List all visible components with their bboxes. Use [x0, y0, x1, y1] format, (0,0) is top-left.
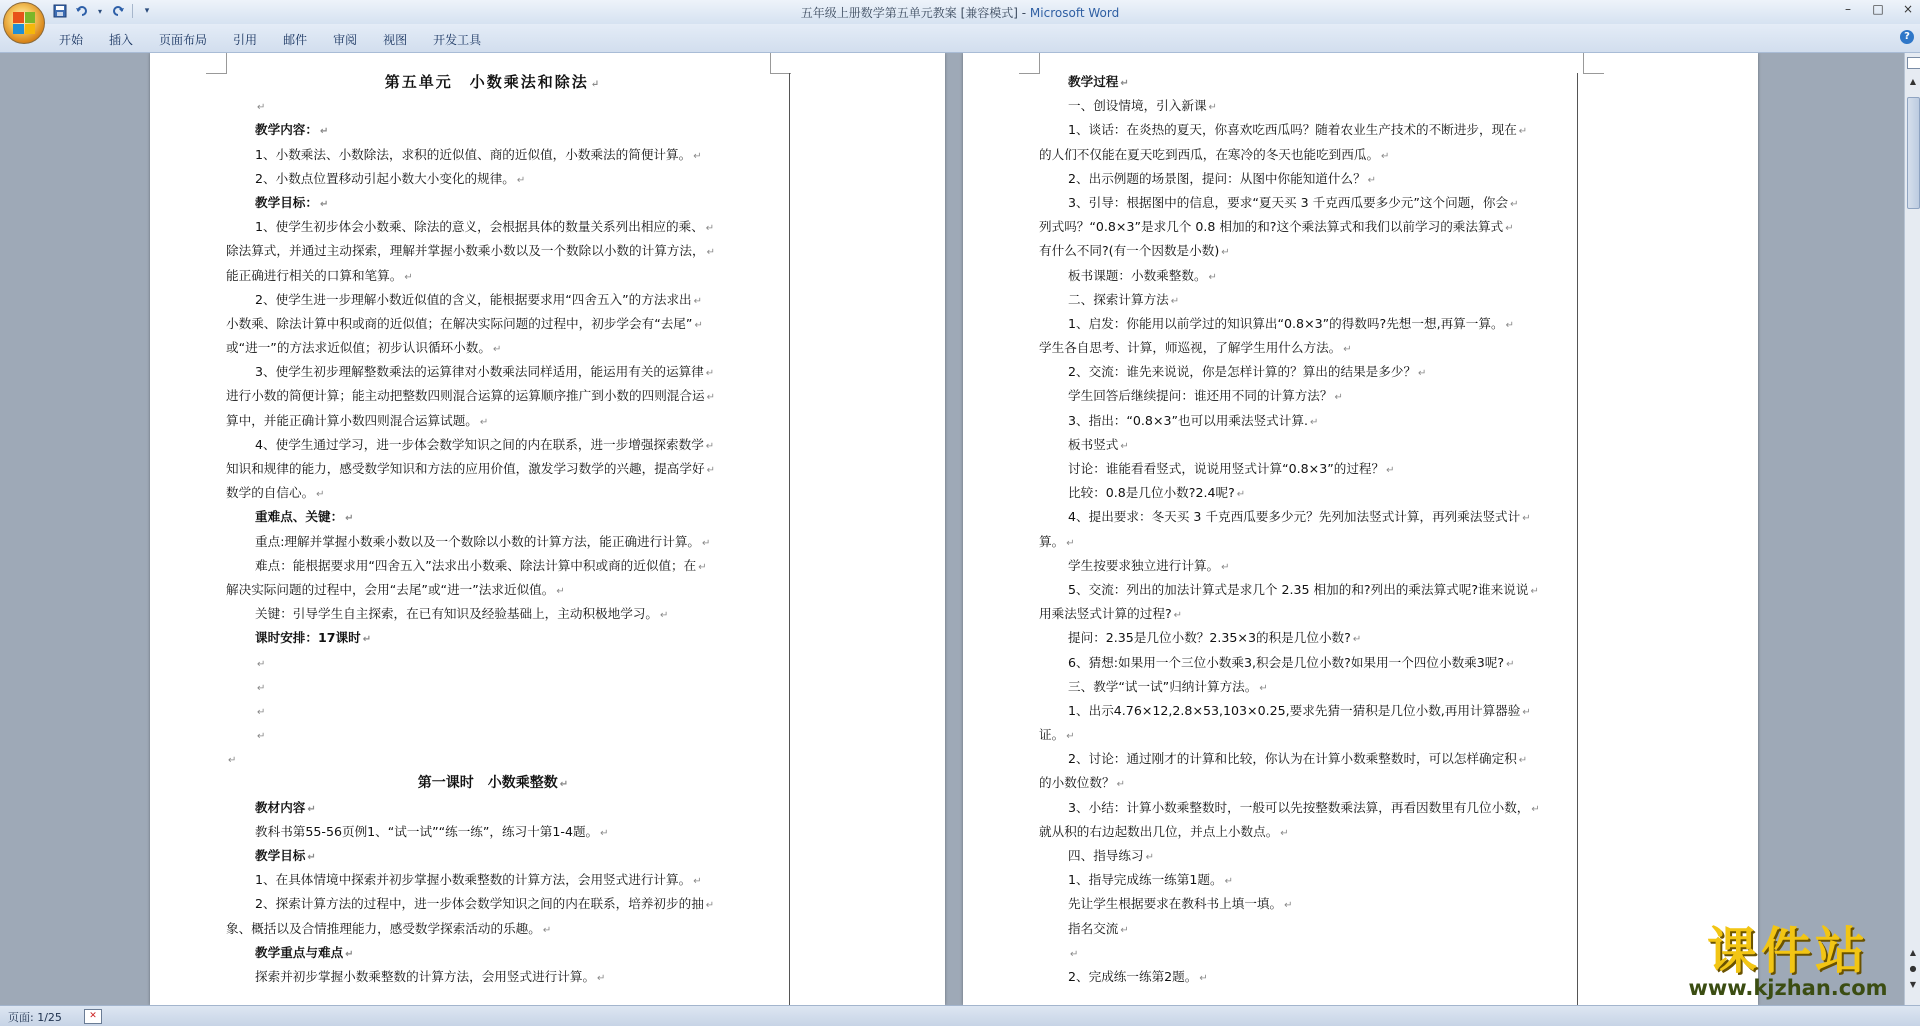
minimize-button[interactable]: –	[1845, 2, 1851, 16]
line-text: 就从积的右边起数出几位，并点上小数点。	[1039, 823, 1279, 839]
line-text: 第五单元 小数乘法和除法	[384, 73, 589, 91]
line-text: 除法算式，并通过主动探索，理解并掌握小数乘小数以及一个数除以小数的计算方法，	[226, 243, 705, 259]
line-text: 课时安排：17课时	[255, 630, 361, 646]
paragraph-line[interactable]	[1039, 941, 1573, 965]
paragraph-line[interactable]	[226, 965, 760, 989]
paragraph-mark-icon: ↵	[660, 610, 669, 622]
line-text: 教科书第55-56页例1、“试一试”“练一练”，练习十第1-4题。	[255, 823, 599, 839]
paragraph-mark-icon: ↵	[705, 368, 715, 380]
paragraph-mark-icon: ↵	[345, 948, 354, 960]
paragraph-mark-icon: ↵	[1505, 319, 1514, 331]
line-text: 证。	[1039, 727, 1065, 743]
paragraph-mark-icon: ↵	[542, 924, 552, 936]
tab-0[interactable]: 开始	[59, 33, 84, 47]
line-text: 或“进一”的方法求近似值；初步认识循环小数。	[226, 340, 491, 356]
line-text: 6、猜想:如果用一个三位小数乘3,积会是几位小数?如果用一个四位小数乘3呢?	[1068, 654, 1505, 670]
paragraph-mark-icon: ↵	[698, 561, 707, 573]
paragraph-mark-icon: ↵	[479, 416, 489, 428]
document-workspace[interactable]	[0, 53, 1904, 1005]
paragraph-line[interactable]	[1039, 288, 1573, 312]
paragraph-mark-icon: ↵	[257, 731, 266, 743]
line-text: 2、讨论：通过刚才的计算和比较，你认为在计算小数乘整数时，可以怎样确定积	[1068, 751, 1517, 767]
paragraph-line[interactable]	[226, 384, 760, 408]
ribbon-tabs	[48, 29, 496, 50]
paragraph-line[interactable]	[1039, 530, 1573, 554]
paragraph-mark-icon: ↵	[1343, 344, 1352, 356]
paragraph-line[interactable]	[1039, 118, 1573, 142]
tab-7[interactable]: 开发工具	[433, 33, 482, 47]
paragraph-mark-icon: ↵	[1221, 247, 1230, 259]
paragraph-line[interactable]	[226, 626, 760, 650]
paragraph-mark-icon: ↵	[1208, 271, 1217, 283]
window-title	[0, 4, 1920, 21]
line-text: 1、在具体情境中探索并初步掌握小数乘整数的计算方法，会用竖式进行计算。	[255, 872, 692, 888]
line-text: 用乘法竖式计算的过程?	[1039, 606, 1172, 622]
close-button[interactable]: ×	[1902, 2, 1914, 16]
paragraph-mark-icon: ↵	[1173, 610, 1183, 622]
line-text: 数学的自信心。	[226, 485, 315, 501]
vertical-scrollbar[interactable]	[1904, 53, 1920, 1005]
paragraph-mark-icon: ↵	[559, 779, 569, 791]
paragraph-mark-icon: ↵	[705, 223, 715, 235]
paragraph-mark-icon: ↵	[705, 440, 715, 452]
paragraph-line[interactable]	[226, 143, 760, 167]
paragraph-mark-icon: ↵	[693, 150, 702, 162]
line-text: 学生回答后继续提问：谁还用不同的计算方法？	[1068, 388, 1333, 404]
paragraph-mark-icon: ↵	[1120, 440, 1129, 452]
paragraph-line[interactable]	[1039, 70, 1573, 94]
paragraph-line[interactable]	[1039, 336, 1573, 360]
line-text: 难点：能根据要求用“四舍五入”法求出小数乘、除法计算中积或商的近似值；在	[255, 557, 697, 573]
paragraph-mark-icon: ↵	[1280, 827, 1289, 839]
line-text: 进行小数的简便计算；能主动把整数四则混合运算的运算顺序推广到小数的四则混合运	[226, 388, 705, 404]
paragraph-line[interactable]	[226, 70, 760, 94]
paragraph-line[interactable]	[1039, 167, 1573, 191]
paragraph-line[interactable]	[226, 409, 760, 433]
paragraph-line[interactable]	[226, 651, 760, 675]
paragraph-line[interactable]	[226, 796, 760, 820]
line-text: 第一课时 小数乘整数	[417, 775, 558, 792]
status-bar	[0, 1005, 1920, 1026]
page-2-text[interactable]	[1039, 70, 1573, 989]
paragraph-mark-icon: ↵	[1531, 803, 1540, 815]
paragraph-mark-icon: ↵	[1530, 585, 1539, 597]
app-name: Microsoft Word	[1029, 6, 1120, 20]
paragraph-line[interactable]	[226, 288, 760, 312]
page-corner-mark	[206, 53, 227, 74]
paragraph-line[interactable]	[226, 457, 760, 481]
paragraph-line[interactable]	[226, 699, 760, 723]
paragraph-mark-icon: ↵	[1145, 852, 1154, 863]
office-logo-icon	[13, 12, 35, 34]
paragraph-line[interactable]	[1039, 820, 1573, 844]
paragraph-line[interactable]	[226, 675, 760, 699]
line-text: 板书竖式	[1068, 436, 1119, 452]
paragraph-mark-icon: ↵	[307, 852, 316, 863]
line-text: 算。	[1039, 533, 1065, 549]
ribbon	[0, 24, 1920, 53]
paragraph-line[interactable]	[226, 94, 760, 118]
paragraph-mark-icon: ↵	[1120, 78, 1129, 89]
paragraph-line[interactable]	[226, 433, 760, 457]
scroll-up-icon[interactable]: ▲	[1909, 77, 1917, 86]
paragraph-mark-icon: ↵	[1381, 150, 1390, 162]
paragraph-mark-icon: ↵	[706, 392, 715, 404]
line-text: 1、启发：你能用以前学过的知识算出“0.8×3”的得数吗?先想一想,再算一算。	[1068, 315, 1504, 331]
paragraph-mark-icon: ↵	[1259, 682, 1268, 694]
line-text: 4、提出要求：冬天买 3 千克西瓜要多少元？先列加法竖式计算，再列乘法竖式计	[1068, 509, 1521, 525]
line-text: 关键：引导学生自主探索，在已有知识及经验基础上，主动积极地学习。	[255, 606, 658, 622]
paragraph-mark-icon: ↵	[1208, 102, 1217, 114]
paragraph-mark-icon: ↵	[1418, 368, 1427, 380]
paragraph-line[interactable]	[226, 941, 760, 965]
paragraph-mark-icon: ↵	[345, 513, 354, 525]
tab-6[interactable]: 视图	[383, 33, 408, 47]
paragraph-mark-icon: ↵	[1506, 658, 1515, 670]
paragraph-line[interactable]	[226, 312, 760, 336]
next-page-icon[interactable]: ▼	[1909, 980, 1917, 989]
paragraph-line[interactable]	[1039, 360, 1573, 384]
paragraph-line[interactable]	[226, 505, 760, 529]
paragraph-mark-icon: ↵	[1170, 295, 1180, 307]
line-text: 列式吗？“0.8×3”是求几个 0.8 相加的和?这个乘法算式和我们以前学习的乘法算式	[1039, 219, 1504, 235]
paragraph-line[interactable]	[1039, 384, 1573, 408]
paragraph-line[interactable]	[226, 336, 760, 360]
line-text: 的小数位数？	[1039, 775, 1115, 791]
line-text: 四、指导练习	[1068, 848, 1144, 863]
paragraph-line[interactable]	[226, 602, 760, 626]
line-text: 先让学生根据要求在教科书上填一填。	[1068, 896, 1283, 912]
paragraph-mark-icon: ↵	[257, 102, 266, 114]
paragraph-line[interactable]	[226, 191, 760, 215]
paragraph-line[interactable]	[226, 868, 760, 892]
paragraph-mark-icon: ↵	[556, 585, 565, 597]
paragraph-line[interactable]	[1039, 771, 1573, 795]
paragraph-mark-icon: ↵	[706, 247, 715, 259]
paragraph-line[interactable]	[226, 239, 760, 263]
paragraph-line[interactable]	[1039, 409, 1573, 433]
paragraph-mark-icon: ↵	[597, 972, 606, 984]
line-text: 3、引导：根据图中的信息，要求“夏天买 3 千克西瓜要多少元”这个问题，你会	[1068, 194, 1509, 210]
document-title: 五年级上册数学第五单元教案 [兼容模式] -	[800, 6, 1030, 20]
paragraph-line[interactable]	[1039, 578, 1573, 602]
paragraph-line[interactable]	[1039, 191, 1573, 215]
paragraph-line[interactable]	[226, 747, 760, 771]
tab-5[interactable]: 审阅	[333, 33, 358, 47]
paragraph-line[interactable]	[1039, 433, 1573, 457]
line-text: 讨论：谁能看看竖式，说说用竖式计算“0.8×3”的过程？	[1068, 461, 1385, 476]
paragraph-mark-icon: ↵	[1199, 972, 1208, 984]
line-text: 1、小数乘法、小数除法，求积的近似值、商的近似值，小数乘法的简便计算。	[255, 146, 692, 162]
paragraph-mark-icon: ↵	[1510, 198, 1519, 210]
line-text: 教学目标	[255, 848, 306, 863]
line-text: 重难点、关键：	[255, 509, 344, 525]
title-bar	[0, 0, 1920, 25]
line-text: 2、小数点位置移动引起小数大小变化的规律。	[255, 170, 515, 186]
paragraph-mark-icon: ↵	[693, 295, 703, 307]
line-text: 探索并初步掌握小数乘整数的计算方法，会用竖式进行计算。	[255, 968, 596, 984]
previous-page-icon[interactable]: ▲	[1909, 948, 1917, 957]
watermark-url: www.kjzhan.com	[1688, 976, 1888, 1000]
paragraph-line[interactable]	[1039, 868, 1573, 892]
paragraph-mark-icon: ↵	[702, 537, 711, 549]
line-text: 4、使学生通过学习，进一步体会数学知识之间的内在联系，进一步增强探索数学	[255, 436, 704, 452]
line-text: 教学重点与难点	[255, 944, 344, 960]
paragraph-mark-icon: ↵	[1309, 416, 1319, 428]
paragraph-mark-icon: ↵	[228, 755, 237, 767]
line-text: 有什么不同?(有一个因数是小数)	[1039, 243, 1220, 259]
paragraph-mark-icon: ↵	[1367, 174, 1377, 186]
line-text: 3、指出：“0.8×3”也可以用乘法竖式计算.	[1068, 412, 1308, 428]
page-count[interactable]: 页面: 1/25	[8, 1011, 62, 1024]
paragraph-line[interactable]	[1039, 723, 1573, 747]
scroll-thumb[interactable]	[1907, 97, 1920, 209]
paragraph-line[interactable]	[226, 892, 760, 916]
line-text: 比较：0.8是几位小数?2.4呢?	[1068, 485, 1235, 501]
paragraph-line[interactable]	[1039, 917, 1573, 941]
paragraph-mark-icon: ↵	[492, 344, 502, 356]
page-margin-line	[1577, 73, 1578, 1005]
paragraph-line[interactable]	[1039, 844, 1573, 868]
paragraph-mark-icon: ↵	[257, 682, 266, 694]
line-text: 指名交流	[1068, 920, 1119, 936]
line-text: 解决实际问题的过程中，会用“去尾”或“进一”法求近似值。	[226, 581, 555, 597]
paragraph-line[interactable]	[226, 578, 760, 602]
paragraph-line[interactable]	[1039, 94, 1573, 118]
browse-object-icon[interactable]: ●	[1909, 964, 1917, 973]
paragraph-mark-icon: ↵	[706, 465, 715, 476]
paragraph-line[interactable]	[1039, 312, 1573, 336]
line-text: 3、使学生初步理解整数乘法的运算律对小数乘法同样适用，能运用有关的运算律	[255, 364, 704, 380]
paragraph-line[interactable]	[226, 360, 760, 384]
paragraph-line[interactable]	[226, 820, 760, 844]
document-page-1[interactable]	[150, 53, 945, 1005]
paragraph-line[interactable]	[226, 215, 760, 239]
paragraph-line[interactable]	[226, 481, 760, 505]
line-text: 1、使学生初步体会小数乘、除法的意义，会根据具体的数量关系列出相应的乘、	[255, 219, 704, 235]
line-text: 1、谈话：在炎热的夏天，你喜欢吃西瓜吗？随着农业生产技术的不断进步，现在	[1068, 122, 1517, 138]
paragraph-line[interactable]	[1039, 481, 1573, 505]
line-text: 2、交流：谁先来说说，你是怎样计算的？算出的结果是多少？	[1068, 364, 1417, 380]
paragraph-mark-icon: ↵	[1236, 489, 1246, 501]
line-text: 2、出示例题的场景图，提问：从图中你能知道什么？	[1068, 170, 1366, 186]
paragraph-mark-icon: ↵	[1522, 706, 1531, 718]
paragraph-mark-icon: ↵	[600, 827, 609, 839]
line-text: 一、创设情境，引入新课	[1068, 98, 1207, 114]
paragraph-line[interactable]	[1039, 699, 1573, 723]
paragraph-line[interactable]	[226, 530, 760, 554]
paragraph-mark-icon: ↵	[705, 900, 715, 912]
site-watermark	[1668, 922, 1908, 1005]
paragraph-mark-icon: ↵	[257, 658, 266, 670]
tab-4[interactable]: 邮件	[283, 33, 308, 47]
tab-3[interactable]: 引用	[233, 33, 258, 47]
line-text: 学生各自思考、计算，师巡视，了解学生用什么方法。	[1039, 340, 1342, 356]
paragraph-line[interactable]	[226, 771, 760, 795]
paragraph-line[interactable]	[1039, 675, 1573, 699]
paragraph-line[interactable]	[226, 264, 760, 288]
office-button[interactable]	[3, 2, 45, 44]
line-text: 象、概括以及合情推理能力，感受数学探索活动的乐趣。	[226, 920, 541, 936]
proofing-icon[interactable]: ✕	[84, 1009, 102, 1024]
help-icon[interactable]: ?	[1900, 30, 1914, 44]
paragraph-line[interactable]	[1039, 505, 1573, 529]
paragraph-mark-icon: ↵	[1116, 779, 1125, 791]
paragraph-mark-icon: ↵	[316, 489, 325, 501]
paragraph-line[interactable]	[1039, 747, 1573, 771]
paragraph-line[interactable]	[226, 554, 760, 578]
paragraph-mark-icon: ↵	[1224, 876, 1233, 888]
paragraph-mark-icon: ↵	[1386, 465, 1395, 476]
paragraph-mark-icon: ↵	[1352, 634, 1362, 646]
paragraph-mark-icon: ↵	[257, 706, 266, 718]
document-page-2[interactable]	[963, 53, 1758, 1005]
paragraph-mark-icon: ↵	[1334, 392, 1343, 404]
paragraph-mark-icon: ↵	[1518, 126, 1528, 138]
line-text: 教学内容：	[255, 122, 318, 138]
paragraph-mark-icon: ↵	[307, 803, 316, 815]
line-text: 提问：2.35是几位小数？2.35×3的积是几位小数?	[1068, 630, 1351, 646]
page-corner-mark	[1019, 53, 1040, 74]
line-text: 3、小结：计算小数乘整数时，一般可以先按整数乘法算，再看因数里有几位小数，	[1068, 799, 1530, 815]
line-text: 2、探索计算方法的过程中，进一步体会数学知识之间的内在联系，培养初步的抽	[255, 896, 704, 912]
paragraph-mark-icon: ↵	[1518, 755, 1528, 767]
paragraph-line[interactable]	[226, 167, 760, 191]
line-text: 学生按要求独立进行计算。	[1068, 557, 1220, 573]
paragraph-line[interactable]	[1039, 602, 1573, 626]
line-text: 能正确进行相关的口算和笔算。	[226, 267, 403, 283]
line-text: 的人们不仅能在夏天吃到西瓜，在寒冷的冬天也能吃到西瓜。	[1039, 146, 1380, 162]
line-text: 重点:理解并掌握小数乘小数以及一个数除以小数的计算方法，能正确进行计算。	[255, 533, 701, 549]
paragraph-line[interactable]	[1039, 965, 1573, 989]
paragraph-mark-icon: ↵	[1120, 924, 1129, 936]
page-margin-line	[789, 73, 790, 1005]
chevron-down-icon[interactable]: ▾	[97, 6, 102, 16]
paragraph-line[interactable]	[1039, 143, 1573, 167]
paragraph-line[interactable]	[1039, 796, 1573, 820]
paragraph-line[interactable]	[226, 118, 760, 142]
line-text: 二、探索计算方法	[1068, 291, 1169, 307]
line-text: 教学过程	[1068, 74, 1119, 89]
paragraph-mark-icon: ↵	[1522, 513, 1531, 525]
paragraph-mark-icon: ↵	[1066, 731, 1075, 743]
paragraph-line[interactable]	[1039, 554, 1573, 578]
page-corner-mark	[770, 53, 791, 74]
paragraph-line[interactable]	[1039, 626, 1573, 650]
paragraph-line[interactable]	[226, 723, 760, 747]
line-text: 板书课题：小数乘整数。	[1068, 267, 1207, 283]
paragraph-mark-icon: ↵	[1284, 900, 1293, 912]
paragraph-line[interactable]	[1039, 264, 1573, 288]
paragraph-mark-icon: ↵	[1221, 561, 1230, 573]
paragraph-line[interactable]	[1039, 651, 1573, 675]
tab-2[interactable]: 页面布局	[159, 33, 208, 47]
paragraph-line[interactable]	[1039, 215, 1573, 239]
paragraph-line[interactable]	[1039, 239, 1573, 263]
line-text: 教学目标：	[255, 194, 318, 210]
paragraph-mark-icon: ↵	[1066, 537, 1075, 549]
paragraph-mark-icon: ↵	[404, 271, 413, 283]
line-text: 小数乘、除法计算中积或商的近似值；在解决实际问题的过程中，初步学会有“去尾”	[226, 315, 693, 331]
line-text: 算中，并能正确计算小数四则混合运算试题。	[226, 412, 478, 428]
paragraph-mark-icon: ↵	[516, 174, 526, 186]
paragraph-mark-icon: ↵	[1070, 948, 1079, 960]
paragraph-mark-icon: ↵	[693, 876, 702, 888]
paragraph-mark-icon: ↵	[694, 319, 703, 331]
line-text: 2、使学生进一步理解小数近似值的含义，能根据要求用“四舍五入”的方法求出	[255, 291, 692, 307]
tab-1[interactable]: 插入	[109, 33, 134, 47]
paragraph-line[interactable]	[226, 917, 760, 941]
paragraph-line[interactable]	[226, 844, 760, 868]
customize-toolbar-icon[interactable]: ▾	[144, 6, 150, 16]
window-controls	[1840, 2, 1916, 16]
paragraph-line[interactable]	[1039, 457, 1573, 481]
paragraph-mark-icon: ↵	[319, 126, 329, 138]
line-text: 知识和规律的能力，感受数学知识和方法的应用价值，激发学习数学的兴趣，提高学好	[226, 461, 705, 476]
ruler-toggle-icon[interactable]	[1907, 57, 1920, 69]
line-text: 1、指导完成练一练第1题。	[1068, 872, 1223, 888]
paragraph-mark-icon: ↵	[319, 198, 329, 210]
maximize-button[interactable]: □	[1872, 2, 1884, 16]
paragraph-mark-icon: ↵	[362, 634, 372, 646]
watermark-logo: 课件站	[1707, 922, 1869, 980]
line-text: 5、交流：列出的加法计算式是求几个 2.35 相加的和?列出的乘法算式呢?谁来说说	[1068, 581, 1529, 597]
page-corner-mark	[1583, 53, 1604, 74]
line-text: 三、教学“试一试”归纳计算方法。	[1068, 678, 1258, 694]
line-text: 教材内容	[255, 799, 306, 815]
paragraph-mark-icon: ↵	[1505, 223, 1514, 235]
paragraph-line[interactable]	[1039, 892, 1573, 916]
line-text: 1、出示4.76×12,2.8×53,103×0.25,要求先猜一猜积是几位小数,再用计算器验	[1068, 702, 1521, 718]
line-text: 2、完成练一练第2题。	[1068, 968, 1198, 984]
page-1-text[interactable]	[226, 70, 760, 989]
paragraph-mark-icon: ↵	[590, 79, 602, 90]
